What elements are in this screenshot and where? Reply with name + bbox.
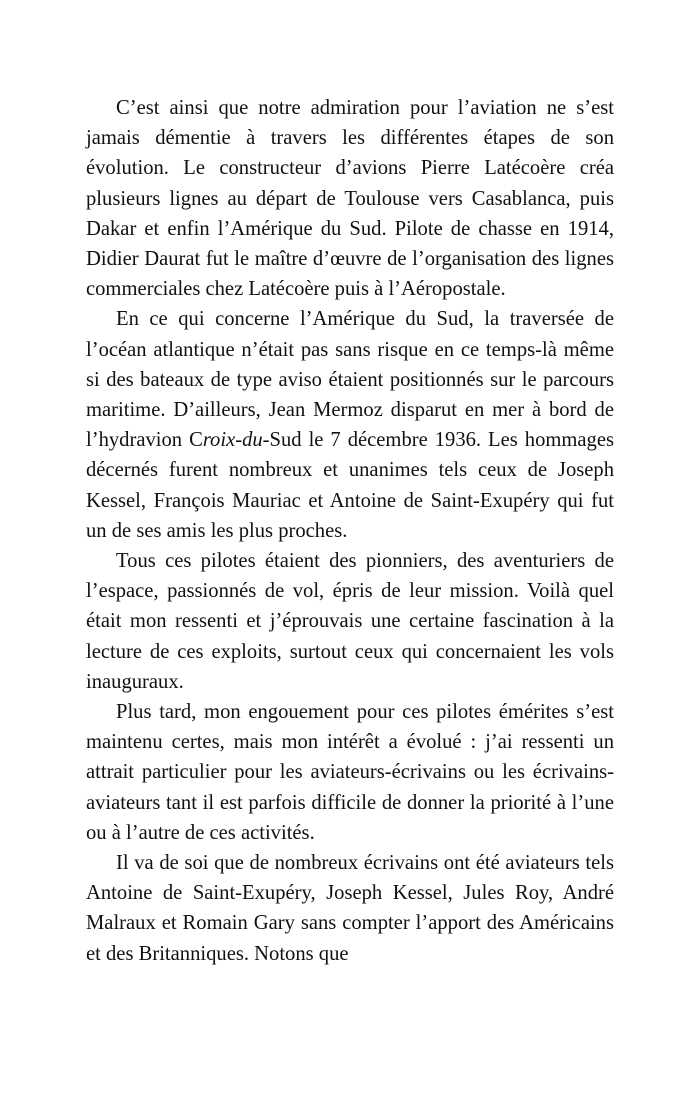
paragraph-text: En ce qui concerne l’Amérique du Sud, la traversée de l’océan atlantique n’était pas sans risque en ce temps-là même si des bateaux de type aviso étaient positionnés sur le parcours maritime. D’ailleurs, Jean Mermoz disparut en mer à bord de l’hydravion C [86,308,614,452]
paragraph-pioneers [86,546,614,697]
aircraft-name-italic: roix-du- [202,429,270,452]
paragraph-south-america [86,304,614,546]
paragraph-text-continued: Sud le 7 décembre 1936. Les hommages décernés furent nombreux et unanimes tels ceux de Joseph Kessel, François Mauriac et Antoine de Saint-Exupéry qui fut un de ses amis les plus proches. [86,429,615,542]
page-body [86,93,614,969]
paragraph-writers-aviators [86,697,614,848]
paragraph-text: Plus tard, mon engouement pour ces pilotes émérites s’est maintenu certes, mais mon intérêt a évolué : j’ai ressenti un attrait particulier pour les aviateurs-écrivains ou les écrivains-aviateurs tant il est parfois difficile de donner la priorité à l’une ou à l’autre de ces activités. [86,701,614,844]
paragraph-text: Tous ces pilotes étaient des pionniers, des aventuriers de l’espace, passionnés de vol, épris de leur mission. Voilà quel était mon ressenti et j’éprouvais une certaine fascination à la lecture de ces exploits, surtout ceux qui concernaient les vols inauguraux. [86,550,614,693]
paragraph-notable-writers [86,848,614,969]
paragraph-text: C’est ainsi que notre admiration pour l’aviation ne s’est jamais démentie à travers les différentes étapes de son évolution. Le constructeur d’avions Pierre Latécoère créa plusieurs lignes au départ de Toulouse vers Casablanca, puis Dakar et enfin l’Amérique du Sud. Pilote de chasse en 1914, Didier Daurat fut le maître d’œuvre de l’organisation des lignes commerciales chez Latécoère puis à l’Aéropostale. [86,97,614,301]
paragraph-aviation-history [86,93,614,304]
paragraph-text: Il va de soi que de nombreux écrivains ont été aviateurs tels Antoine de Saint-Exupéry, Joseph Kessel, Jules Roy, André Malraux et Romain Gary sans compter l’apport des Américains et des Britanniques. Notons que [86,852,614,965]
